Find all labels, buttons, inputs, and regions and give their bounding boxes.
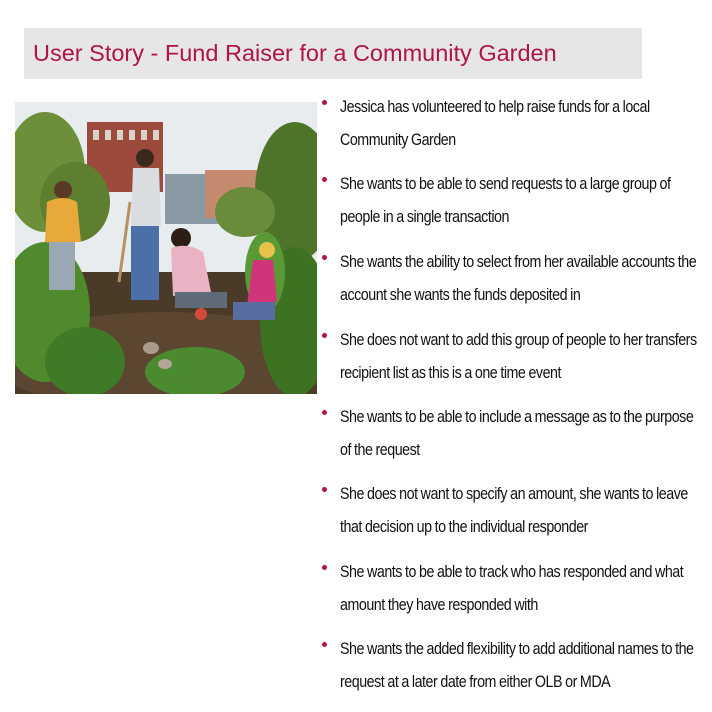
bullet-icon xyxy=(322,410,327,415)
list-item: She wants to be able to track who has responded and what amount they have responded with xyxy=(320,555,705,632)
list-item: Jessica has volunteered to help raise funds for a local Community Garden xyxy=(320,90,705,167)
community-garden-photo xyxy=(15,102,317,394)
bullet-icon xyxy=(322,642,327,647)
bullet-icon xyxy=(322,487,327,492)
user-story-bullet-list xyxy=(320,90,705,709)
bullet-icon xyxy=(322,100,327,105)
slide-title-bar xyxy=(24,28,642,79)
list-item: She does not want to add this group of people to her transfers recipient list as this is a one time event xyxy=(320,323,705,400)
list-item: She wants to be able to send requests to a large group of people in a single transaction xyxy=(320,167,705,245)
list-item: She does not want to specify an amount, she wants to leave that decision up to the individual responder xyxy=(320,477,705,555)
bullet-icon xyxy=(322,177,327,182)
bullet-icon xyxy=(322,333,327,338)
bullet-icon xyxy=(322,565,327,570)
list-item: She wants to be able to include a message as to the purpose of the request xyxy=(320,400,705,477)
slide-title: User Story - Fund Raiser for a Community Garden xyxy=(33,40,557,66)
list-item: She wants the added flexibility to add additional names to the request at a later date from either OLB or MDA xyxy=(320,632,705,709)
bullet-icon xyxy=(322,255,327,260)
list-item: She wants the ability to select from her available accounts the account she wants the funds deposited in xyxy=(320,245,705,323)
